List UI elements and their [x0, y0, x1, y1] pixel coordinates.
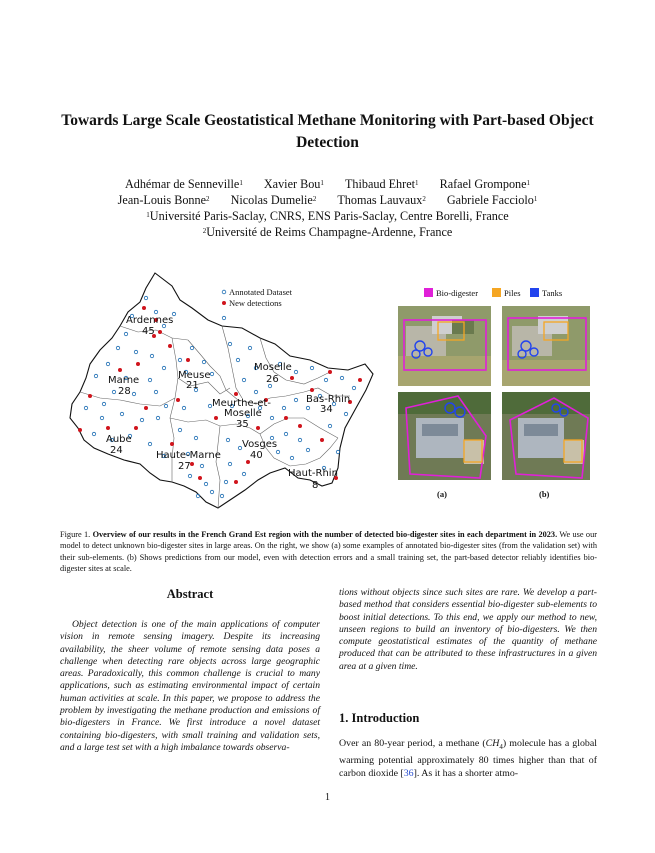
dept-count: 24: [110, 445, 123, 456]
author: Adhémar de Senneville$^1$: [124, 177, 243, 191]
annotated-legend-label: Annotated Dataset: [229, 287, 293, 297]
figure-caption: Figure 1. Overview of our results in the French Grand Est region with the number of detected bio-digester sites in each department in 2023. We use our model to detect unknown bio-digester sites in large areas. On the right, we show (a) some examples of annotated bio-digester sites (from the validation set) with their sub-elements. (b) Shows predictions from our model, even with detection errors and a small training set, the part-based detector reliably identifies bio-digester sites at scale.: [60, 530, 597, 574]
authors-row-1: [40, 176, 615, 192]
dept-count: 21: [186, 380, 199, 391]
figure-svg: [60, 268, 590, 518]
author: Jean-Louis Bonne$^2$: [117, 193, 210, 207]
subfigure-b-label: (b): [539, 489, 550, 499]
paper-title: Towards Large Scale Geostatistical Methane Monitoring with Part-based Object Detection: [61, 112, 594, 151]
dept-count: 28: [118, 386, 131, 397]
author: Nicolas Dumelie$^2$: [230, 193, 317, 207]
aerial-image-a-bottom: [398, 392, 491, 480]
author: Thibaud Ehret$^1$: [344, 177, 419, 191]
dept-label: Ardennes: [126, 315, 174, 326]
abstract-heading: Abstract: [166, 587, 214, 601]
tanks-swatch: [530, 288, 539, 297]
affiliation-2: $^2$Université de Reims Champagne-Ardenne, France: [202, 225, 453, 239]
subfigure-a-label: (a): [437, 489, 447, 499]
aerial-image-b-top: [502, 306, 590, 386]
dept-count: 27: [178, 461, 191, 472]
author: Gabriele Facciolo$^1$: [446, 193, 538, 207]
intro-body: Over an 80-year period, a methane $(CH_4)$ molecule has a global warming potential approximately 80 times higher than that of carbon dioxide [36]. As it has a shorter atmo-: [339, 738, 597, 779]
aerial-image-a-top: [398, 306, 491, 386]
dept-count: 35: [236, 419, 249, 430]
dept-label: Meuse: [178, 370, 211, 381]
dept-label: Moselle: [224, 408, 262, 419]
new-legend-label: New detections: [229, 298, 282, 308]
citation-link[interactable]: 36: [403, 767, 414, 779]
author: Thomas Lauvaux$^2$: [337, 193, 426, 207]
figure-1: [60, 268, 590, 518]
dept-label: Haut-Rhin: [288, 468, 338, 479]
abstract-body: Object detection is one of the main applications of computer vision in remote sensing imagery. Despite its increasing availability, the sheer volume of remote sensing data poses a challenge when detecting rare objects across large geographic areas. Paradoxically, this common challenge is crucial to many applications, such as estimating environmental impact of certain human activities at scale. In this paper, we propose to address the problem by investigating the methane production and emissions of bio-digesters in France. We first introduce a novel dataset containing bio-digesters, with small training and validation sets, and a large test set with a high imbalance towards observa-: [60, 619, 320, 753]
author: Rafael Grompone$^1$: [439, 177, 531, 191]
piles-label: Piles: [504, 288, 521, 298]
authors-row-2: [40, 192, 615, 208]
author-block: [40, 176, 615, 240]
dept-label: Vosges: [242, 439, 278, 450]
bio-digester-swatch: [424, 288, 433, 297]
map-legend: [222, 287, 293, 308]
grand-est-map: [70, 273, 373, 508]
affiliation-1: $^1$Université Paris-Saclay, CNRS, ENS Paris-Saclay, Centre Borelli, France: [146, 209, 509, 223]
piles-swatch: [492, 288, 501, 297]
dept-label: Marne: [108, 375, 140, 386]
dept-label: Bas-Rhin: [306, 394, 351, 405]
bio-digester-label: Bio-digester: [436, 288, 479, 298]
dept-label: Meurthe-et-: [212, 398, 271, 409]
dept-label: Moselle: [254, 362, 292, 373]
class-legend: [424, 288, 562, 298]
tanks-label: Tanks: [542, 288, 563, 298]
author: Xavier Bou$^1$: [263, 177, 324, 191]
dept-label: Aube: [106, 434, 132, 445]
abstract-continuation: tions without objects since such sites are rare. We develop a part-based method that considers essential bio-digester sub-elements to boost initial detections. To this end, we apply our method to new, unseen regions to build an inventory of bio-digesters. We then compute geostatistical estimates of the quantity of methane produced that can be attributed to these infrastructures in a given area at a given time.: [339, 587, 597, 672]
dept-count: 45: [142, 326, 155, 337]
dept-count: 26: [266, 374, 279, 385]
dept-count: 40: [250, 450, 263, 461]
aerial-thumbnails: [398, 306, 590, 499]
dept-count: 8: [312, 480, 319, 491]
aerial-image-b-bottom: [502, 392, 590, 480]
dept-count: 34: [320, 404, 333, 415]
intro-heading: 1. Introduction: [339, 711, 420, 725]
dept-label: Haute-Marne: [156, 450, 221, 461]
page-number: 1: [325, 792, 330, 803]
new-legend-marker: [222, 301, 226, 305]
annotated-legend-marker: [222, 290, 226, 294]
